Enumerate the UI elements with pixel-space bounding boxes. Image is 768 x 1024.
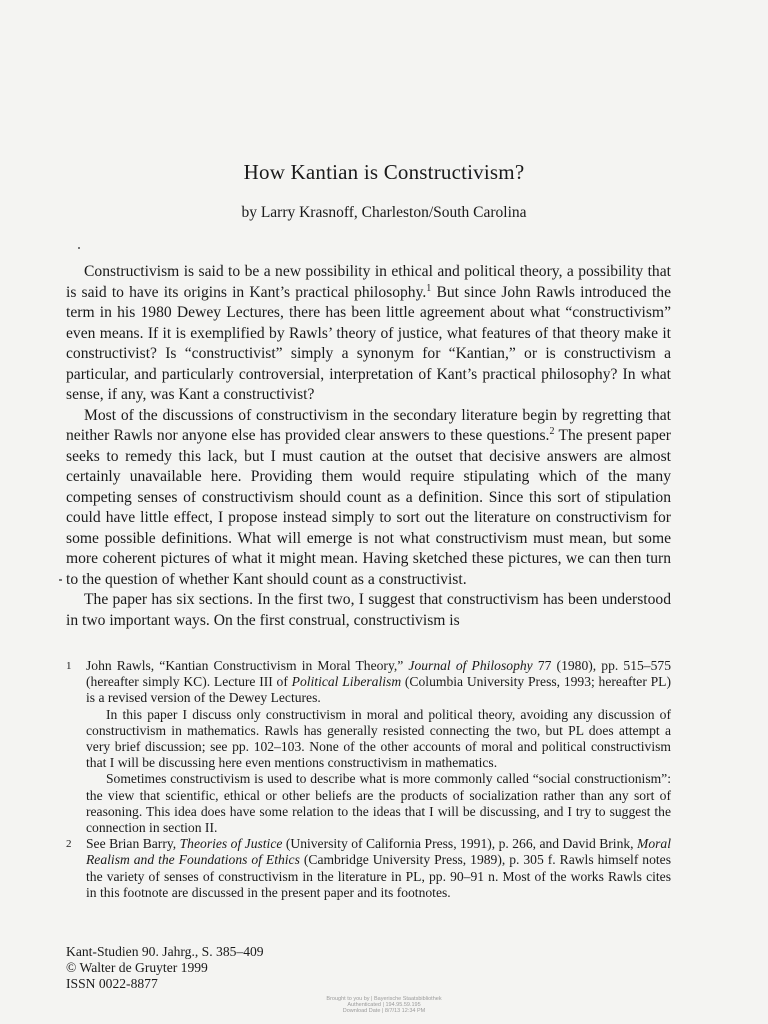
book-title: Theories of Justice <box>179 836 283 852</box>
article-byline: by Larry Krasnoff, Charleston/South Carolina <box>241 204 527 221</box>
footnote-text: See Brian Barry, <box>86 836 180 852</box>
footnote-text: 77 (1980), pp. 515–575 (hereafter simply KC). Lecture III of <box>86 658 671 690</box>
footnote-2 <box>66 836 671 901</box>
download-stamp-line: Download Date | 8/7/13 12:34 PM <box>342 1008 426 1015</box>
footnote-number: 2 <box>66 838 72 851</box>
footnote-number: 1 <box>66 660 72 672</box>
footnote-text: John Rawls, “Kantian Constructivism in Moral Theory,” <box>86 658 409 673</box>
body-text: But since John Rawls introduced the term in his 1980 Dewey Lectures, there has been little agreement about what “constructivism” even means. If it is exemplified by Rawls’ theory of justice, what features of that theory make it constructivist? Is “constructivist” simply a synonym for “Kantian,” or is constructivism a particular, and particularly controversial, interpretation of Kant’s practical philosophy? In what sense, if any, was Kant a constructivist? <box>66 283 672 403</box>
publication-imprint <box>66 944 264 993</box>
body-paragraph <box>66 406 671 591</box>
footnote-ref[interactable]: 1 <box>426 282 432 294</box>
journal-citation: Kant-Studien 90. Jahrg., S. 385–409 <box>66 944 264 959</box>
body-text: Most of the discussions of constructivism in the secondary literature begin by regretting that neither Rawls nor anyone else has provided clear answers to these questions. <box>66 406 671 444</box>
footnote-1-paragraph: Sometimes constructivism is used to describe what is more commonly called “social constructionism”: the view that scientific, ethical or other beliefs are the products of socialization rather than any sort of reasoning. This idea does have some relation to the ideas that I will be discussing, and I try to suggest the connection in section II. <box>86 771 671 836</box>
footnote-text: (Columbia University Press, 1993; hereafter PL) is a revised version of the Dewey Lectures. <box>86 674 671 706</box>
book-title: Political Liberalism <box>291 674 402 690</box>
issn-line: ISSN 0022-8877 <box>66 976 158 992</box>
footnote-1 <box>66 658 671 707</box>
article-title: How Kantian is Constructivism? <box>243 160 525 184</box>
download-stamp-line: Brought to you by | Bayerische Staatsbibliothek <box>326 996 442 1002</box>
footnotes <box>66 658 671 901</box>
scan-speck <box>78 247 80 249</box>
download-stamp-line: Authenticated | 194.95.59.195 <box>347 1002 421 1009</box>
scan-speck <box>59 579 62 581</box>
book-title: Moral Realism and the Foundations of Ethics <box>86 836 671 868</box>
journal-title: Journal of Philosophy <box>408 658 533 673</box>
footnote-text: (Cambridge University Press, 1989), p. 305 f. Rawls himself notes the variety of senses of constructivism in the literature in PL, pp. 90–91 n. Most of the works Rawls cites in this footnote are discussed in the present paper and its footnotes. <box>86 852 672 900</box>
body-paragraph: The paper has six sections. In the first two, I suggest that constructivism has been understood in two important ways. On the first construal, constructivism is <box>66 591 671 629</box>
article-body <box>66 262 671 631</box>
footnote-1-paragraph: In this paper I discuss only constructivism in moral and political theory, avoiding any discussion of constructivism in mathematics. Rawls has generally resisted connecting the two, but PL does attempt a very brief discussion; see pp. 102–103. None of the other accounts of moral and political constructivism that I will be discussing here even mentions constructivism in mathematics. <box>86 706 671 771</box>
copyright-line: © Walter de Gruyter 1999 <box>66 960 208 976</box>
body-text: Constructivism is said to be a new possibility in ethical and political theory, a possibility that is said to have its origins in Kant’s practical philosophy. <box>66 263 671 301</box>
body-text: The present paper seeks to remedy this lack, but I must caution at the outset that decisive answers are almost certainly unavailable here. Providing them would require stipulating which of the many competing senses of constructivism should count as a definition. Since this sort of stipulation could have little effect, I propose instead simply to sort out the literature on constructivism for some possible definitions. What will emerge is not what constructivism must mean, but some more coherent pictures of what it might mean. Having sketched these pictures, we can then turn to the question of whether Kant should count as a constructivist. <box>66 427 671 588</box>
download-stamp <box>0 996 768 1015</box>
body-paragraph <box>66 262 671 406</box>
footnote-ref[interactable]: 2 <box>549 426 555 437</box>
footnote-text: (University of California Press, 1991), p. 266, and David Brink, <box>282 836 637 852</box>
